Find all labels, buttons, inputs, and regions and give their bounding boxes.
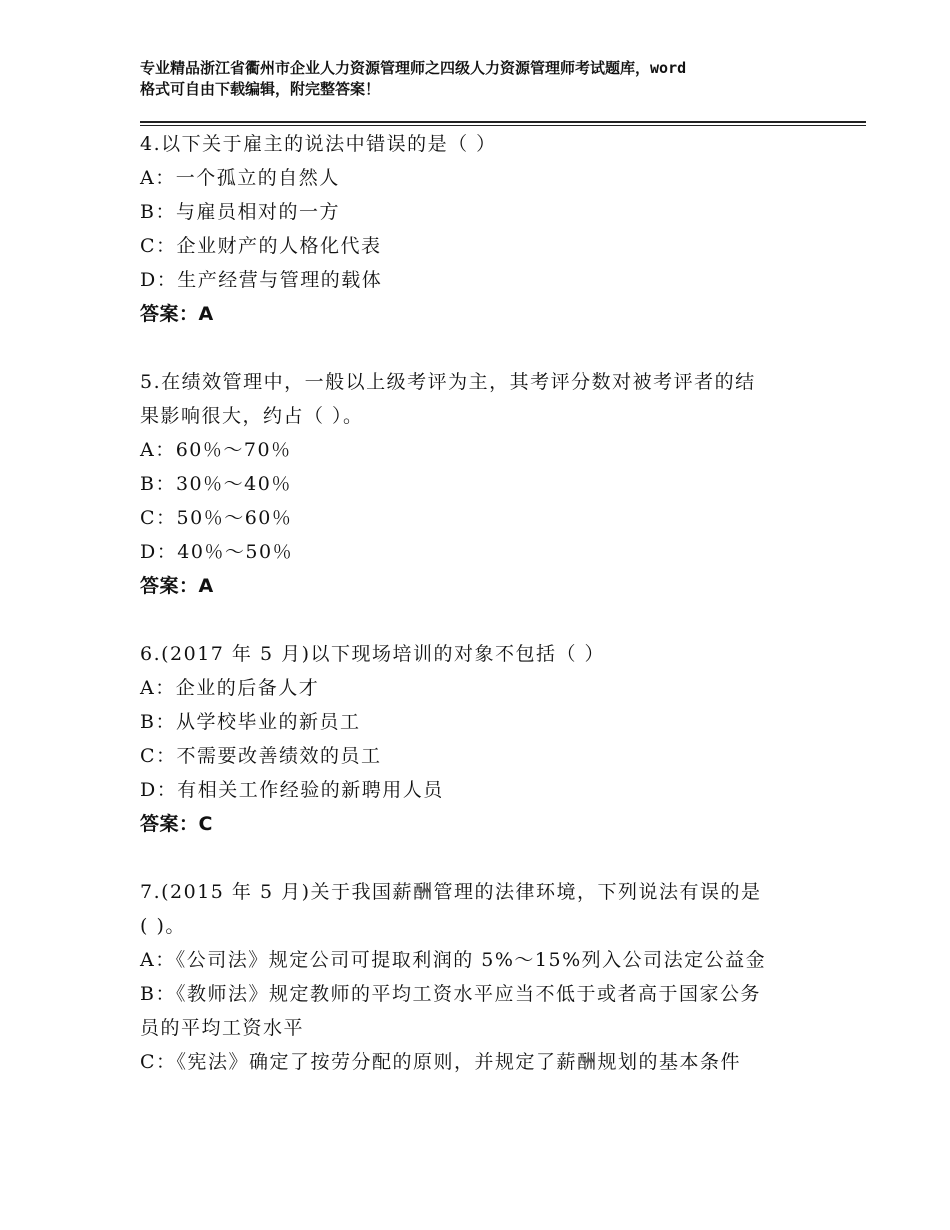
answer-option: B：30％～40％ xyxy=(140,473,292,495)
question-stem: 5.在绩效管理中，一般以上级考评为主，其考评分数对被考评者的结 xyxy=(140,371,756,393)
header-line-1: 专业精品浙江省衢州市企业人力资源管理师之四级人力资源管理师考试题库，word xyxy=(140,59,687,77)
header-rule-thick xyxy=(140,121,866,123)
answer-option: B：从学校毕业的新员工 xyxy=(140,711,361,733)
question-stem: 果影响很大，约占（ ）。 xyxy=(140,405,364,427)
answer-option: D：有相关工作经验的新聘用人员 xyxy=(140,779,444,801)
question-block xyxy=(140,637,840,841)
answer-option: C：不需要改善绩效的员工 xyxy=(140,745,382,767)
answer-option: A：一个孤立的自然人 xyxy=(140,167,340,189)
document-header xyxy=(140,58,840,100)
question-block xyxy=(140,127,840,331)
answer-option: C：《宪法》确定了按劳分配的原则，并规定了薪酬规划的基本条件 xyxy=(140,1051,742,1073)
question-stem: 7.(2015 年 5 月)关于我国薪酬管理的法律环境，下列说法有误的是 xyxy=(140,881,762,903)
question-stem: ( )。 xyxy=(140,915,186,937)
question-list xyxy=(140,127,840,1113)
answer-option: C：50％～60％ xyxy=(140,507,293,529)
header-rule-thin xyxy=(140,125,866,126)
answer-option: D：40％～50％ xyxy=(140,541,294,563)
answer-option: 员的平均工资水平 xyxy=(140,1017,305,1039)
answer-option: B：《教师法》规定教师的平均工资水平应当不低于或者高于国家公务 xyxy=(140,983,761,1005)
question-stem: 4.以下关于雇主的说法中错误的是（ ） xyxy=(140,133,497,155)
answer-option: A：《公司法》规定公司可提取利润的 5%～15%列入公司法定公益金 xyxy=(140,949,767,971)
answer-option: A：企业的后备人才 xyxy=(140,677,320,699)
answer-option: D：生产经营与管理的载体 xyxy=(140,269,383,291)
question-block xyxy=(140,875,840,1079)
question-stem: 6.(2017 年 5 月)以下现场培训的对象不包括（ ） xyxy=(140,643,606,665)
answer-key: 答案：C xyxy=(140,813,213,835)
answer-key: 答案：A xyxy=(140,575,214,597)
question-block xyxy=(140,365,840,603)
answer-option: A：60％～70％ xyxy=(140,439,292,461)
answer-option: B：与雇员相对的一方 xyxy=(140,201,340,223)
header-line-2: 格式可自由下载编辑，附完整答案！ xyxy=(140,80,381,98)
answer-key: 答案：A xyxy=(140,303,214,325)
answer-option: C：企业财产的人格化代表 xyxy=(140,235,382,257)
